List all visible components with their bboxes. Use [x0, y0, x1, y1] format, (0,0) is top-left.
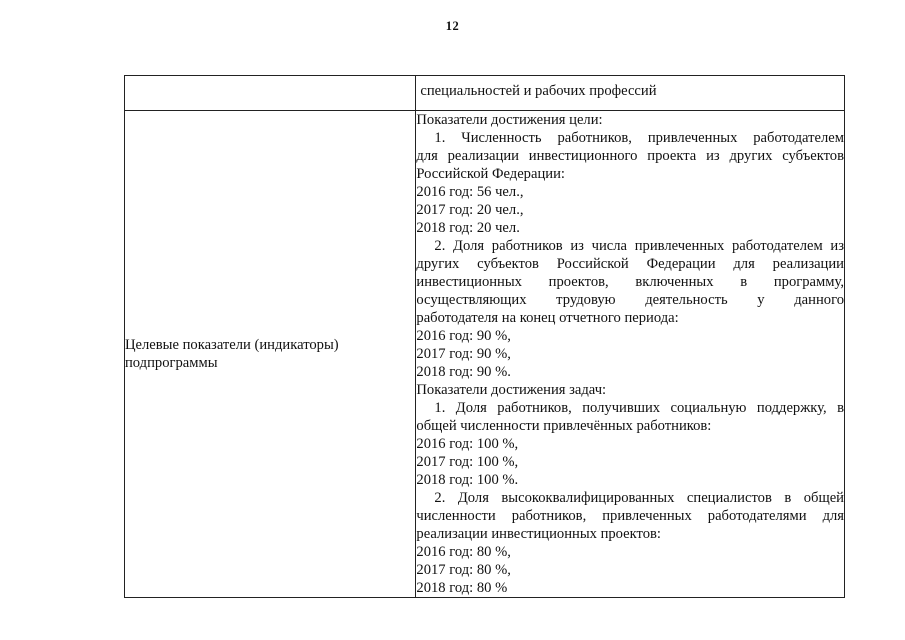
table-cell-continuation-text: специальностей и рабочих профессий	[416, 76, 845, 111]
task-2-value-2018: 2018 год: 80 %	[416, 580, 508, 596]
goal-1-line-1: 1. Численность работников, привлеченных работодателем	[434, 130, 844, 146]
indicators-content	[416, 111, 845, 598]
task-2-value-2016: 2016 год: 80 %,	[416, 544, 511, 560]
indicators-table	[124, 75, 845, 598]
goal-1-value-2016: 2016 год: 56 чел.,	[416, 184, 524, 200]
task-2-line-2: численности работников, привлеченных работодателями для	[416, 508, 844, 524]
task-2-line-1: 2. Доля высококвалифицированных специалистов в общей	[434, 490, 844, 506]
task-1-line-2: общей численности привлечённых работников:	[416, 418, 712, 434]
task-2-line-3: реализации инвестиционных проектов:	[416, 526, 661, 542]
task-2-value-2017: 2017 год: 80 %,	[416, 562, 511, 578]
page-number: 12	[445, 19, 460, 33]
goal-2-value-2017: 2017 год: 90 %,	[416, 346, 511, 362]
goal-2-line-1: 2. Доля работников из числа привлеченных работодателем из	[434, 238, 844, 254]
goal-1-line-3: Российской Федерации:	[416, 166, 565, 182]
goal-heading: Показатели достижения цели:	[416, 112, 603, 128]
table-cell-empty	[125, 76, 416, 111]
goal-2-line-4: осуществляющих трудовую деятельность у данного	[416, 292, 844, 308]
goal-2-line-2: других субъектов Российской Федерации для реализации	[416, 256, 844, 272]
indicators-label: Целевые показатели (индикаторы) подпрограммы	[125, 111, 416, 598]
goal-2-line-5: работодателя на конец отчетного периода:	[416, 310, 679, 326]
task-1-line-1: 1. Доля работников, получивших социальную поддержку, в	[434, 400, 844, 416]
table-row-continuation	[125, 76, 845, 111]
goal-2-value-2016: 2016 год: 90 %,	[416, 328, 511, 344]
table-row-indicators	[125, 111, 845, 598]
tasks-heading: Показатели достижения задач:	[416, 382, 607, 398]
goal-1-value-2018: 2018 год: 20 чел.	[416, 220, 520, 236]
goal-1-line-2: для реализации инвестиционного проекта из других субъектов	[416, 148, 844, 164]
task-1-value-2016: 2016 год: 100 %,	[416, 436, 519, 452]
goal-2-line-3: инвестиционных проектов, включенных в программу,	[416, 274, 844, 290]
task-1-value-2018: 2018 год: 100 %.	[416, 472, 519, 488]
task-1-value-2017: 2017 год: 100 %,	[416, 454, 519, 470]
goal-1-value-2017: 2017 год: 20 чел.,	[416, 202, 524, 218]
goal-2-value-2018: 2018 год: 90 %.	[416, 364, 511, 380]
